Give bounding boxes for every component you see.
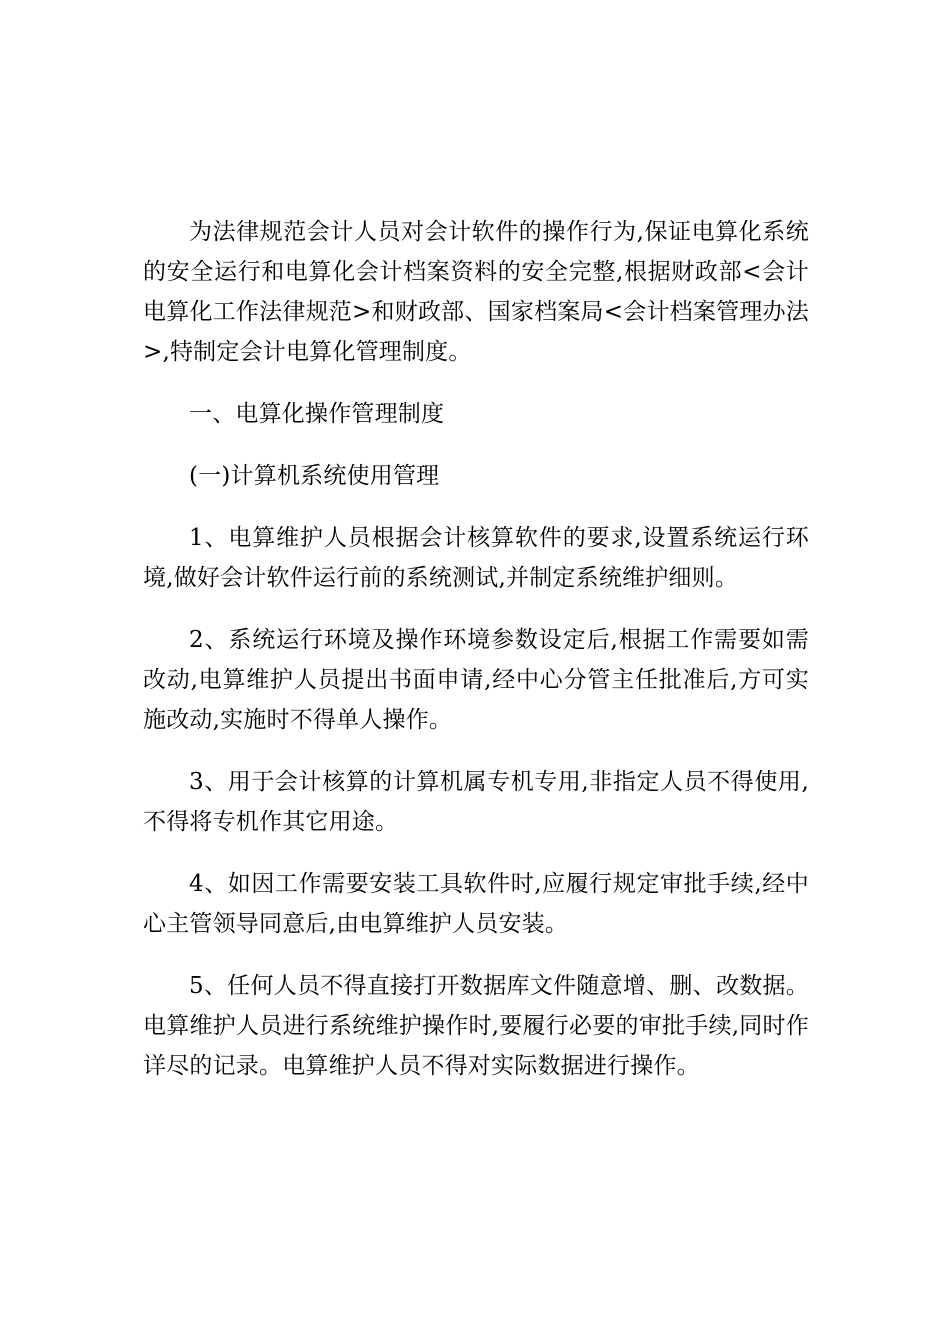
list-item-5: 5、任何人员不得直接打开数据库文件随意增、删、改数据。电算维护人员进行系统维护操作时,要履行必要的审批手续,同时作详尽的记录。电算维护人员不得对实际数据进行操作。	[143, 973, 809, 1079]
list-item-3: 3、用于会计核算的计算机属专机专用,非指定人员不得使用,不得将专机作其它用途。	[143, 769, 809, 835]
list-item-4: 4、如因工作需要安装工具软件时,应履行规定审批手续,经中心主管领导同意后,由电算维护人员安装。	[143, 871, 809, 937]
list-item-2: 2、系统运行环境及操作环境参数设定后,根据工作需要如需改动,电算维护人员提出书面申请,经中心分管主任批准后,方可实施改动,实施时不得单人操作。	[143, 627, 809, 733]
section-heading: 一、电算化操作管理制度	[189, 401, 445, 427]
list-item-1: 1、电算维护人员根据会计核算软件的要求,设置系统运行环境,做好会计软件运行前的系统测试,并制定系统维护细则。	[143, 525, 809, 591]
document-body	[143, 212, 809, 1108]
intro-paragraph: 为法律规范会计人员对会计软件的操作行为,保证电算化系统的安全运行和电算化会计档案资料的安全完整,根据财政部<会计电算化工作法律规范>和财政部、国家档案局<会计档案管理办法>,特制定会计电算化管理制度。	[143, 219, 809, 365]
subsection-heading: (一)计算机系统使用管理	[189, 463, 440, 489]
